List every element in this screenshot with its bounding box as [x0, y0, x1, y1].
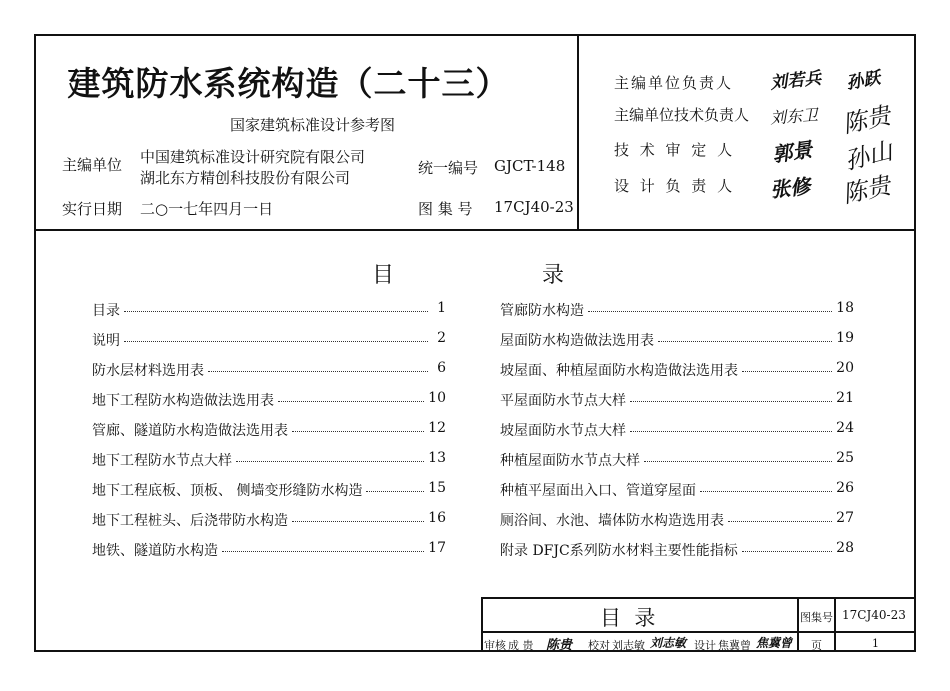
- toc-entry[interactable]: [92, 450, 446, 480]
- toc-entry-page: 15: [428, 480, 446, 496]
- unified-no: GJCT-148: [494, 157, 566, 175]
- toc-entry-label: 地铁、隧道防水构造: [92, 543, 218, 559]
- role-label-1: 主编单位负责人: [614, 74, 734, 92]
- toc-entry-page: 28: [836, 540, 854, 556]
- toc-entry-label: 坡屋面防水节点大样: [500, 423, 626, 439]
- toc-entry-page: 1: [437, 300, 446, 316]
- toc-entry[interactable]: [500, 510, 854, 540]
- toc-dot-leader: [236, 450, 424, 462]
- design-label: 设计: [694, 639, 716, 652]
- signature-3a: 郭景: [770, 137, 814, 167]
- toc-entry-page: 2: [437, 330, 446, 346]
- toc-entry[interactable]: [92, 390, 446, 420]
- toc-dot-leader: [208, 360, 428, 372]
- toc-entry-page: 19: [836, 330, 854, 346]
- toc-dot-leader: [700, 480, 832, 492]
- toc-dot-leader: [658, 330, 832, 342]
- toc-dot-leader: [222, 540, 424, 552]
- toc-entry[interactable]: [500, 420, 854, 450]
- toc-entry-page: 27: [836, 510, 854, 526]
- role-label-4: 设 计 负 责 人: [614, 177, 736, 195]
- toc-entry[interactable]: [500, 360, 854, 390]
- toc-dot-leader: [124, 330, 428, 342]
- signature-4a: 张修: [769, 173, 812, 203]
- toc-entry-label: 地下工程防水构造做法选用表: [92, 393, 274, 409]
- page-title: 建筑防水系统构造（二十三）: [67, 64, 510, 103]
- role-label-3: 技 术 审 定 人: [614, 141, 736, 159]
- toc-entry-page: 24: [836, 420, 854, 436]
- signature-1a: 刘若兵: [769, 68, 823, 94]
- toc-entry-page: 16: [428, 510, 446, 526]
- toc-entry[interactable]: [92, 480, 446, 510]
- toc-dot-leader: [292, 510, 424, 522]
- toc-entry[interactable]: [500, 390, 854, 420]
- toc-entry-page: 26: [836, 480, 854, 496]
- role-label-2: 主编单位技术负责人: [614, 106, 750, 124]
- editor-org-1: 中国建筑标准设计研究院有限公司: [140, 148, 366, 166]
- toc-entry[interactable]: [92, 540, 446, 570]
- date-value: 二○一七年四月一日: [140, 200, 274, 218]
- atlas-no-label: 图 集 号: [418, 200, 473, 218]
- toc-dot-leader: [124, 300, 428, 312]
- toc-entry-label: 平屋面防水节点大样: [500, 393, 626, 409]
- page-label: 页: [811, 639, 822, 652]
- toc-entry-label: 种植屋面防水节点大样: [500, 453, 640, 469]
- toc-title-right: 录: [542, 263, 565, 288]
- subtitle: 国家建筑标准设计参考图: [230, 116, 396, 134]
- signature-1b: 孙跃: [844, 68, 882, 94]
- page-number: 1: [872, 637, 879, 650]
- toc-entry-page: 18: [836, 300, 854, 316]
- title-block-divider-2: [834, 597, 836, 652]
- toc-dot-leader: [742, 540, 832, 552]
- toc-right-column: [500, 300, 854, 570]
- title-block-midline: [481, 631, 916, 633]
- toc-entry-label: 厕浴间、水池、墙体防水构造选用表: [500, 513, 724, 529]
- toc-entry[interactable]: [500, 540, 854, 570]
- toc-title-left: 目: [372, 263, 395, 288]
- toc-entry-label: 附录 DFJC系列防水材料主要性能指标: [500, 543, 738, 559]
- toc-entry[interactable]: [92, 330, 446, 360]
- toc-entry-label: 坡屋面、种植屋面防水构造做法选用表: [500, 363, 738, 379]
- toc-entry[interactable]: [500, 300, 854, 330]
- toc-entry-label: 地下工程防水节点大样: [92, 453, 232, 469]
- toc-entry-label: 防水层材料选用表: [92, 363, 204, 379]
- signature-2a: 刘东卫: [769, 105, 819, 128]
- checker-signature: 刘志敏: [650, 636, 687, 650]
- toc-entry-page: 6: [437, 360, 446, 376]
- toc-dot-leader: [630, 390, 832, 402]
- toc-entry[interactable]: [500, 480, 854, 510]
- toc-entry[interactable]: [92, 420, 446, 450]
- toc-entry-page: 21: [836, 390, 854, 406]
- editor-label: 主编单位: [62, 156, 123, 174]
- toc-entry[interactable]: [500, 330, 854, 360]
- toc-left-column: [92, 300, 446, 570]
- reviewer-signature: 陈贵: [546, 638, 573, 653]
- atlas-no: 17CJ40-23: [494, 198, 574, 216]
- header-divider: [577, 34, 579, 230]
- toc-dot-leader: [588, 300, 832, 312]
- toc-entry-page: 12: [428, 420, 446, 436]
- reviewer-name: 成 贵: [508, 639, 534, 652]
- review-label: 审核: [484, 639, 506, 652]
- title-block-divider-1: [797, 597, 799, 652]
- toc-entry-label: 屋面防水构造做法选用表: [500, 333, 654, 349]
- unified-no-label: 统一编号: [418, 159, 479, 177]
- toc-dot-leader: [366, 480, 424, 492]
- toc-dot-leader: [630, 420, 832, 432]
- toc-dot-leader: [292, 420, 424, 432]
- toc-entry[interactable]: [500, 450, 854, 480]
- toc-entry-label: 管廊、隧道防水构造做法选用表: [92, 423, 288, 439]
- toc-dot-leader: [742, 360, 832, 372]
- toc-entry-label: 地下工程桩头、后浇带防水构造: [92, 513, 288, 529]
- signature-4b: 陈贵: [840, 171, 893, 209]
- editor-org-2: 湖北东方精创科技股份有限公司: [140, 169, 351, 187]
- toc-entry[interactable]: [92, 300, 446, 330]
- check-label: 校对: [588, 639, 610, 652]
- toc-dot-leader: [278, 390, 424, 402]
- toc-entry-page: 13: [428, 450, 446, 466]
- signature-3b: 孙山: [841, 136, 896, 176]
- toc-entry-label: 管廊防水构造: [500, 303, 584, 319]
- toc-entry-page: 10: [428, 390, 446, 406]
- toc-entry-page: 20: [836, 360, 854, 376]
- designer-name: 焦冀曾: [718, 639, 751, 652]
- header-bottom-rule: [34, 229, 916, 231]
- toc-entry[interactable]: [92, 360, 446, 390]
- atlas-number: 17CJ40-23: [842, 608, 906, 622]
- toc-entry-label: 种植平屋面出入口、管道穿屋面: [500, 483, 696, 499]
- date-label: 实行日期: [62, 200, 123, 218]
- toc-entry-label: 目录: [92, 303, 120, 319]
- toc-entry-page: 25: [836, 450, 854, 466]
- toc-dot-leader: [644, 450, 832, 462]
- signature-2b: 陈贵: [840, 101, 893, 139]
- checker-name: 刘志敏: [612, 639, 645, 652]
- toc-entry-label: 地下工程底板、顶板、 侧墙变形缝防水构造: [92, 483, 363, 499]
- toc-entry[interactable]: [92, 510, 446, 540]
- toc-entry-page: 17: [428, 540, 446, 556]
- designer-signature: 焦冀曾: [756, 636, 793, 650]
- toc-entry-label: 说明: [92, 333, 120, 349]
- sheet-title: 目 录: [600, 606, 656, 630]
- toc-dot-leader: [728, 510, 832, 522]
- atlas-label: 图集号: [800, 611, 833, 624]
